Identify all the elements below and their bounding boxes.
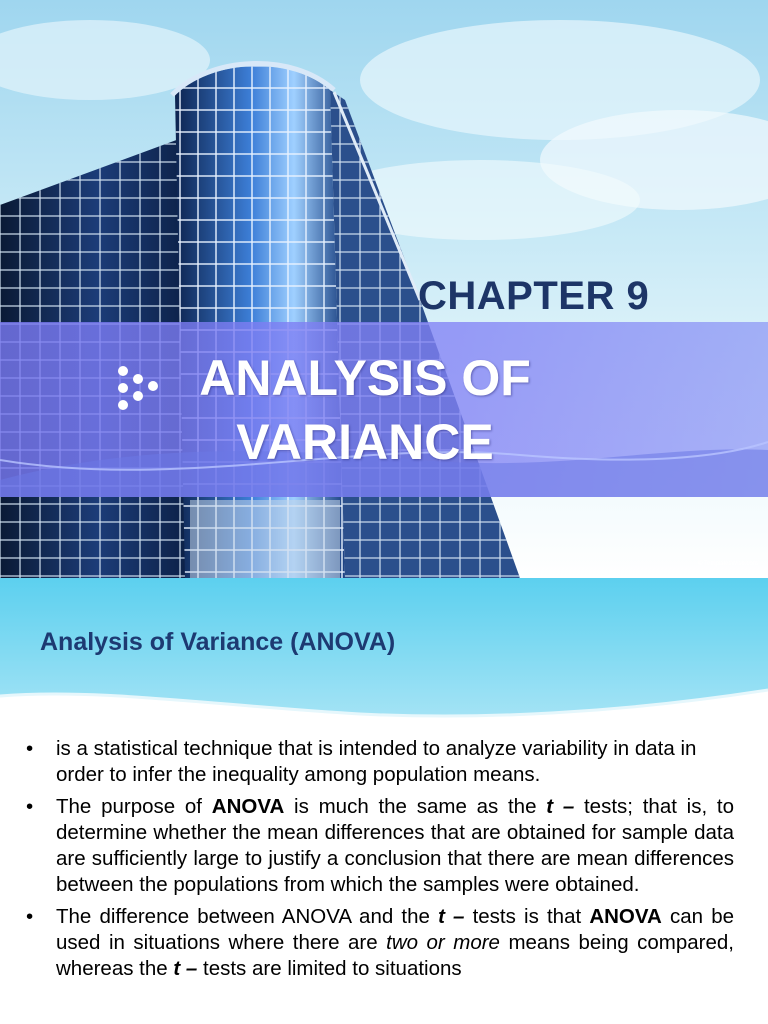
- bullet-text: tests is that: [464, 905, 590, 928]
- bullet-dot-icon: •: [26, 737, 34, 760]
- section-heading: Analysis of Variance (ANOVA): [40, 628, 396, 656]
- content-slide: [0, 578, 768, 1024]
- bullet-text: can be used in situations where there are: [56, 905, 734, 954]
- bullet-text: means being compared, whereas the: [56, 931, 734, 980]
- bold-term: t –: [438, 905, 465, 928]
- bullet-text: tests are limited to situations: [197, 957, 462, 980]
- bullet-text: is much the same as the: [284, 795, 547, 818]
- bullet-text: tests; that is, to determine whether the mean differences that are obtained for sample data are sufficiently large to justify a conclusion that there are mean differences between the populations from which the samples were obtained.: [56, 795, 735, 896]
- bullet-item-1: [22, 736, 734, 788]
- bullet-list: [22, 736, 734, 988]
- bullet-item-3: [22, 904, 734, 982]
- title-line-1: ANALYSIS OF: [199, 350, 531, 406]
- bold-term: ANOVA: [211, 795, 285, 818]
- bullet-text: The purpose of: [56, 795, 212, 818]
- title-line-2: VARIANCE: [236, 414, 494, 470]
- bold-term: ANOVA: [589, 905, 662, 928]
- bullet-text: is a statistical technique that is intended to analyze variability in data in order to infer the inequality among population means.: [56, 737, 697, 786]
- italic-term: two or more: [386, 931, 500, 954]
- bold-term: t –: [173, 957, 198, 980]
- bold-term: t –: [546, 795, 575, 818]
- bullet-dot-icon: •: [26, 905, 34, 928]
- bullet-dot-icon: •: [26, 795, 34, 818]
- bullet-item-2: [22, 794, 734, 898]
- chapter-label: CHAPTER 9: [418, 274, 650, 318]
- slide-title: [150, 346, 580, 474]
- copyright-note: © TemplatesWise.com: [698, 561, 758, 567]
- bullet-text: The difference between ANOVA and the: [56, 905, 439, 928]
